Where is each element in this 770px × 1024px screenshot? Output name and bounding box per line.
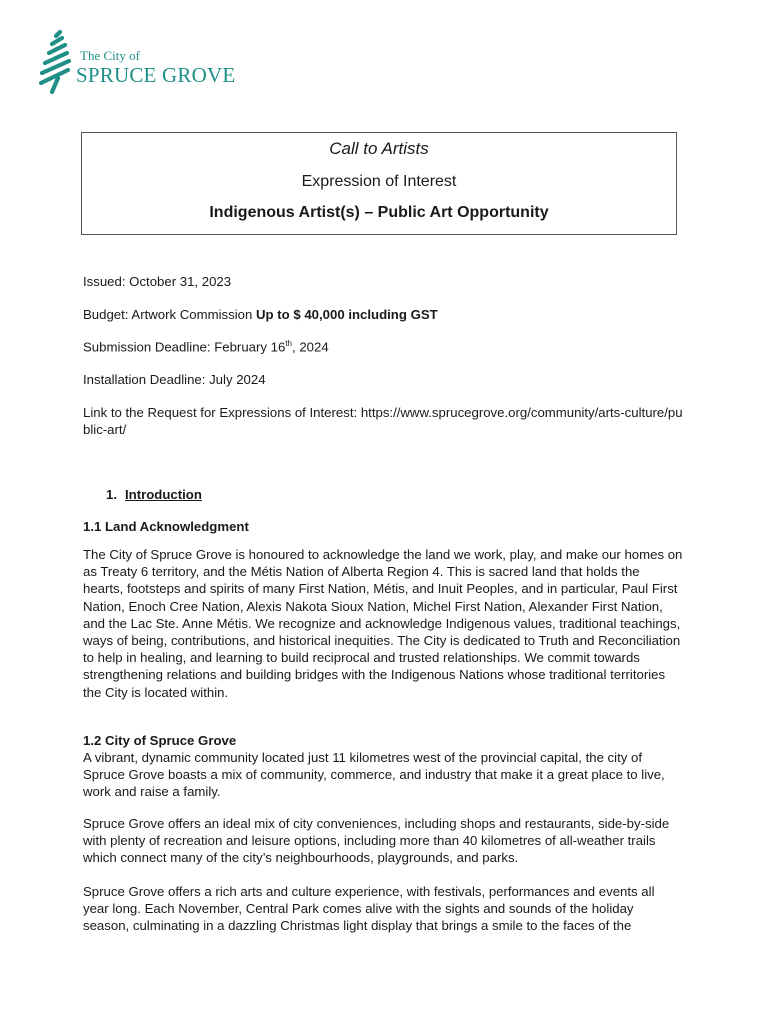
link-label: Link to the Request for Expressions of Interest: [83,405,361,420]
title-box [81,132,677,235]
rfei-link[interactable]: https://www.sprucegrove.org/community/arts-culture/public-art/ [83,405,683,437]
issued-date: Issued: October 31, 2023 [83,274,232,289]
deadline-year: , 2024 [292,339,329,355]
city-paragraph-3: Spruce Grove offers a rich arts and culture experience, with festivals, performances and events all year long. Each November, Central Park comes alive with the sights and sounds of the holiday season, culminating in a dazzling Christmas light display that brings a smile to the faces of the [83,884,655,934]
installation-deadline: Installation Deadline: July 2024 [83,372,266,387]
rfei-link-line [83,404,683,438]
budget-label: Budget: Artwork Commission [83,307,256,322]
spruce-tree-icon [38,30,78,96]
logo-small-text: The City of [80,48,140,63]
deadline-ordinal: th [285,339,292,348]
city-logo [38,30,253,96]
logo-big-text: SPRUCE GROVE [76,63,236,87]
budget-amount: Up to $ 40,000 including GST [255,307,438,322]
budget-line [83,307,438,322]
submission-deadline [83,339,329,354]
section-title: Introduction [125,487,202,502]
section-heading-introduction [106,487,202,502]
title-expression-of-interest: Expression of Interest [301,173,457,190]
title-opportunity: Indigenous Artist(s) – Public Art Opportunity [209,204,549,221]
city-paragraph-1: A vibrant, dynamic community located just 11 kilometres west of the provincial capital, the city of Spruce Grove boasts a mix of community, commerce, and industry that make it a great place to live, work and raise a family. [83,750,665,800]
deadline-text: Submission Deadline: February 16 [83,339,286,355]
subheading-land-acknowledgment: 1.1 Land Acknowledgment [83,519,249,534]
land-acknowledgment-text: The City of Spruce Grove is honoured to acknowledge the land we work, play, and make our homes on as Treaty 6 territory, and the Métis Nation of Alberta Region 4. This is sacred land that holds the hearts, footsteps and spirits of many First Nation, Métis, and Inuit Peoples, and in particular, Paul First Nation, Enoch Cree Nation, Alexis Nakota Sioux Nation, Michel First Nation, Alexander First Nation, and the Lac Ste. Anne Métis. We recognize and acknowledge Indigenous values, traditional teachings, ways of being, contributions, and historical inequities. The City is dedicated to Truth and Reconciliation to help in healing, and learning to build reciprocal and trusted relationships. We commit towards strengthening relations and building bridges with the Indigenous Nations whose traditional territories the City is located within. [83,547,683,700]
title-call-to-artists: Call to Artists [329,139,429,158]
section-number: 1. [106,487,117,502]
subheading-city-of-spruce-grove: 1.2 City of Spruce Grove [83,733,237,748]
city-paragraph-2: Spruce Grove offers an ideal mix of city conveniences, including shops and restaurants, side-by-side with plenty of recreation and leisure options, including more than 40 kilometres of all-weather trails which connect many of the city’s neighbourhoods, playgrounds, and parks. [83,816,670,866]
